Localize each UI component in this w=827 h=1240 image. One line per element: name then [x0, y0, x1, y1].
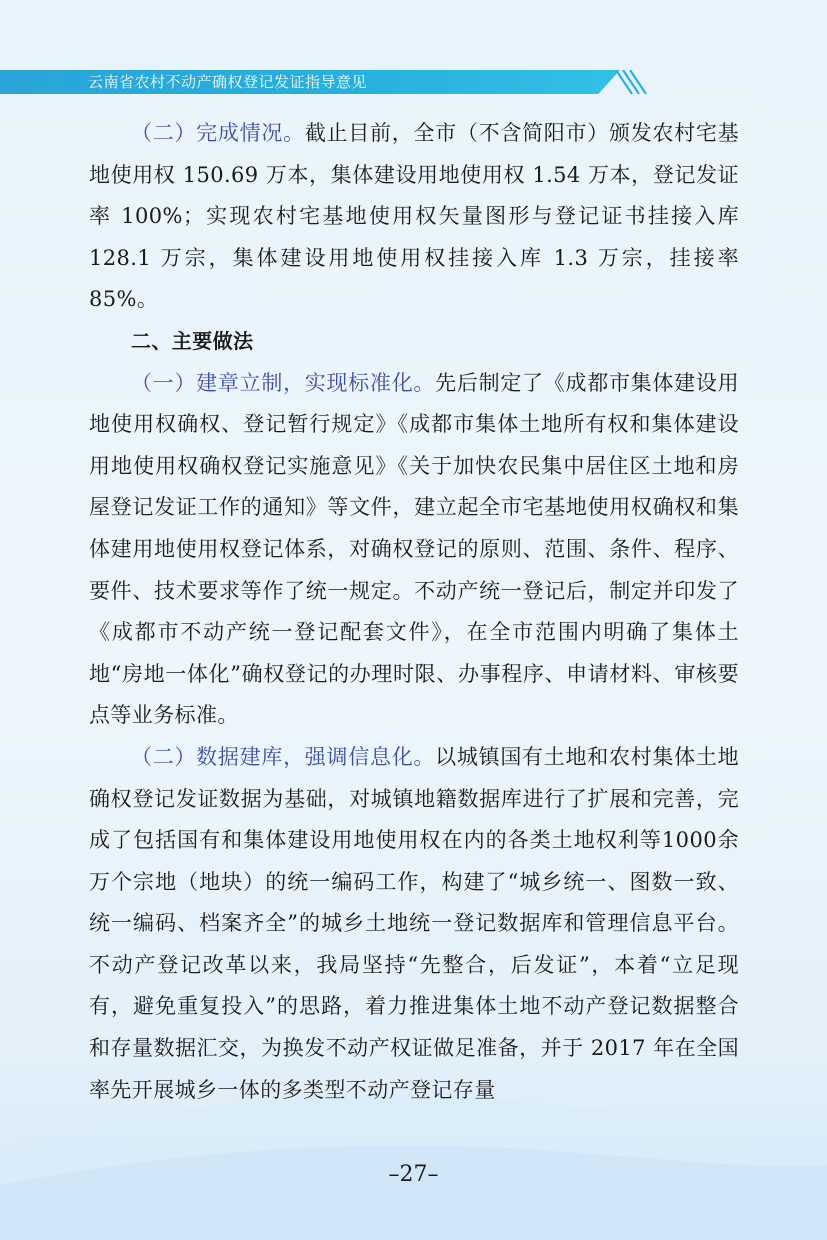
paragraph-database — [89, 737, 739, 1111]
section-heading-text: 二、主要做法 — [131, 328, 254, 353]
paragraph-completion-status — [89, 113, 739, 321]
paragraph-lead: （二）完成情况。 — [131, 121, 305, 145]
paragraph-lead: （二）数据建库，强调信息化。 — [131, 744, 436, 769]
header-stripes-decoration — [608, 70, 652, 94]
paragraph-regulations — [89, 363, 739, 737]
paragraph-text: 先后制定了《成都市集体建设用地使用权确权、登记暂行规定》《成都市集体土地所有权和集体建设用地使用权确权登记实施意见》《关于加快农民集中居住区土地和房屋登记发证工作的通知》等文件，建立起全市宅基地使用权确权和集体建用地使用权登记体系，对确权登记的原则、范围、条件、程序、要件、技术要求等作了统一规定。不动产统一登记后，制定并印发了《成都市不动产统一登记配套文件》，在全市范围内明确了集体土地“房地一体化”确权登记的办理时限、办事程序、申请材料、审核要点等业务标准。 — [89, 370, 739, 728]
paragraph-text: 以城镇国有土地和农村集体土地确权登记发证数据为基础，对城镇地籍数据库进行了扩展和完善，完成了包括国有和集体建设用地使用权在内的各类土地权利等1000余万个宗地（地块）的统一编码工作，构建了“城乡统一、图数一致、统一编码、档案齐全”的城乡土地统一登记数据库和管理信息平台。不动产登记改革以来，我局坚持“先整合，后发证”，本着“立足现有，避免重复投入”的思路，着力推进集体土地不动产登记数据整合和存量数据汇交，为换发不动产权证做足准备，并于 2017 年在全国率先开展城乡一体的多类型不动产登记存量 — [89, 744, 739, 1102]
page-number: –27– — [388, 1162, 439, 1187]
document-body — [89, 113, 739, 1111]
header-title: 云南省农村不动产确权登记发证指导意见 — [88, 73, 368, 91]
section-heading — [89, 321, 739, 363]
paragraph-text: 截止目前，全市（不含简阳市）颁发农村宅基地使用权 150.69 万本，集体建设用地使用权 1.54 万本，登记发证率 100%；实现农村宅基地使用权矢量图形与登记证书挂接入库 128.1 万宗，集体建设用地使用权挂接入库 1.3 万宗，挂接率 85%。 — [89, 121, 740, 312]
paragraph-lead: （一）建章立制，实现标准化。 — [131, 370, 436, 395]
